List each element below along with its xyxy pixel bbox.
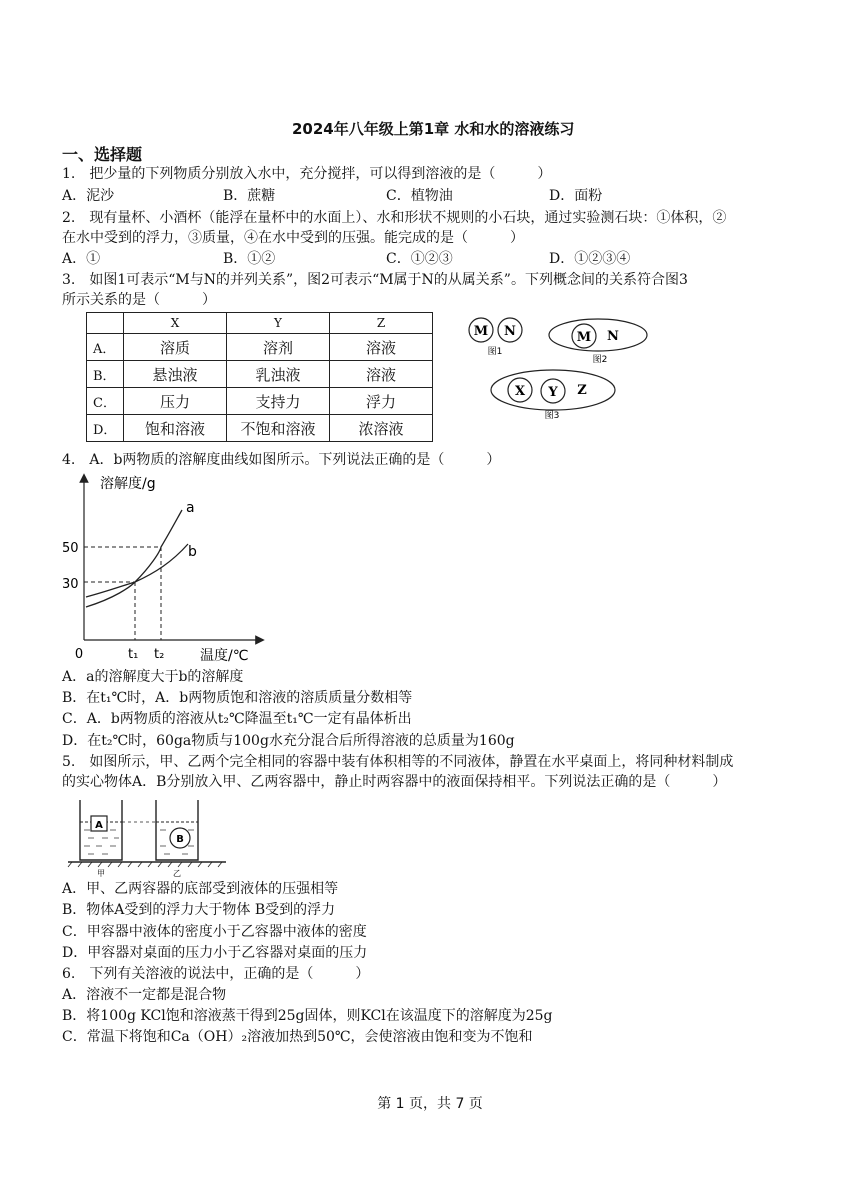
question-6-stem: 6. 下列有关溶液的说法中，正确的是（ ） <box>62 966 370 982</box>
containers-figure <box>66 796 236 878</box>
y-tick-30: 30 <box>62 577 79 592</box>
q2-option-b: B．①② <box>223 251 276 267</box>
block-a-label: A <box>95 820 103 831</box>
q6-option-c: C．常温下将饱和Ca（OH）₂溶液加热到50℃，会使溶液由饱和变为不饱和 <box>62 1029 533 1045</box>
question-1-stem: 1. 把少量的下列物质分别放入水中，充分搅拌，可以得到溶液的是（ ） <box>62 166 552 182</box>
table-cell: 溶液 <box>330 361 433 388</box>
table-cell: 压力 <box>124 388 227 415</box>
q5-option-c: C．甲容器中液体的密度小于乙容器中液体的密度 <box>62 924 367 940</box>
relation-table <box>86 312 433 442</box>
table-cell: 悬浊液 <box>124 361 227 388</box>
page-title: 2024年八年级上第1章 水和水的溶液练习 <box>292 120 575 138</box>
q6-option-b: B．将100g KCl饱和溶液蒸干得到25g固体，则KCl在该温度下的溶解度为25g <box>62 1008 553 1024</box>
table-row <box>87 361 433 388</box>
q4-option-c: C．A．b两物质的溶液从t₂℃降温至t₁℃一定有晶体析出 <box>62 711 412 727</box>
section-heading: 一、选择题 <box>62 145 143 164</box>
q1-option-b: B．蔗糖 <box>223 188 276 204</box>
fig2-caption: 图2 <box>592 355 608 365</box>
figure-1 <box>469 318 522 357</box>
table-header-cell <box>87 313 124 334</box>
question-2-stem-line1: 2. 现有量杯、小酒杯（能浮在量杯中的水面上）、水和形状不规则的小石块，通过实验测石块：①体积，② <box>62 210 727 226</box>
x-tick-t1: t₁ <box>128 647 139 662</box>
x-tick-t2: t₂ <box>154 647 165 662</box>
q4-option-a: A．a的溶解度大于b的溶解度 <box>62 669 244 685</box>
table-cell: 支持力 <box>227 388 330 415</box>
table-cell: 浓溶液 <box>330 415 433 442</box>
x-axis-label: 温度/℃ <box>200 648 249 664</box>
q4-option-d: D．在t₂℃时，60ga物质与100g水充分混合后所得溶液的总质量为160g <box>62 733 515 749</box>
label-y: Y <box>548 385 558 400</box>
curve-a-label: a <box>186 500 195 516</box>
question-3-stem-line2: 所示关系的是（ ） <box>62 292 216 308</box>
set-relation-diagrams <box>460 312 680 432</box>
label-x: X <box>514 384 526 399</box>
figure-3 <box>491 370 615 421</box>
ball-b-label: B <box>176 834 184 845</box>
q2-option-c: C．①②③ <box>386 251 453 267</box>
figure-2 <box>549 319 647 365</box>
q1-option-d: D．面粉 <box>549 188 603 204</box>
table-row <box>87 415 433 442</box>
table-cell: 不饱和溶液 <box>227 415 330 442</box>
q5-option-b: B．物体A受到的浮力大于物体 B受到的浮力 <box>62 902 336 918</box>
curve-b <box>86 544 188 597</box>
table-cell: 浮力 <box>330 388 433 415</box>
table-header-cell: Z <box>330 313 433 334</box>
q1-option-c: C．植物油 <box>386 188 453 204</box>
curve-b-label: b <box>188 544 197 560</box>
label-n: N <box>607 329 619 344</box>
question-5-stem-line1: 5. 如图所示，甲、乙两个完全相同的容器中装有体积相等的不同液体，静置在水平桌面上，将同种材料制成 <box>62 754 734 770</box>
label-yi: 乙 <box>173 869 181 878</box>
container-yi <box>156 800 198 860</box>
label-m: M <box>473 324 489 339</box>
fig1-caption: 图1 <box>487 347 503 357</box>
table-cell: 溶质 <box>124 334 227 361</box>
table-cell: D． <box>87 415 124 442</box>
container-jia <box>80 800 122 860</box>
q2-option-d: D．①②③④ <box>549 251 631 267</box>
table-row <box>87 334 433 361</box>
question-4-stem: 4. A．b两物质的溶解度曲线如图所示。下列说法正确的是（ ） <box>62 452 501 468</box>
label-jia: 甲 <box>97 869 105 878</box>
table-cell: 溶剂 <box>227 334 330 361</box>
q4-option-b: B．在t₁℃时，A．b两物质饱和溶液的溶质质量分数相等 <box>62 690 413 706</box>
label-m: M <box>576 330 592 345</box>
table-cell: C． <box>87 388 124 415</box>
page-footer: 第 1 页，共 7 页 <box>377 1096 483 1112</box>
question-2-stem-line2: 在水中受到的浮力，③质量，④在水中受到的压强。能完成的是（ ） <box>62 230 524 246</box>
table-cell: B． <box>87 361 124 388</box>
table-cell: 乳浊液 <box>227 361 330 388</box>
solubility-curve-graph <box>60 472 270 667</box>
label-n: N <box>504 324 516 339</box>
q6-option-a: A．溶液不一定都是混合物 <box>62 987 227 1003</box>
question-5-stem-line2: 的实心物体A．B分别放入甲、乙两容器中，静止时两容器中的液面保持相平。下列说法正确的是（ ） <box>62 774 727 790</box>
fig3-caption: 图3 <box>544 411 560 421</box>
y-axis-label: 溶解度/g <box>100 476 156 492</box>
q1-option-a: A．泥沙 <box>62 188 115 204</box>
q5-option-d: D．甲容器对桌面的压力小于乙容器对桌面的压力 <box>62 945 368 961</box>
table-header-cell: Y <box>227 313 330 334</box>
ellipse-n <box>549 319 647 351</box>
table-row <box>87 388 433 415</box>
table-cell: 饱和溶液 <box>124 415 227 442</box>
label-z: Z <box>577 383 587 398</box>
q5-option-a: A．甲、乙两容器的底部受到液体的压强相等 <box>62 881 339 897</box>
table-header-row <box>87 313 433 334</box>
origin-label: 0 <box>74 647 84 662</box>
table-cell: 溶液 <box>330 334 433 361</box>
q2-option-a: A．① <box>62 251 101 267</box>
question-3-stem-line1: 3. 如图1可表示“M与N的并列关系”，图2可表示“M属于N的从属关系”。下列概念间的关系符合图3 <box>62 272 688 288</box>
table-cell: A． <box>87 334 124 361</box>
table-header-cell: X <box>124 313 227 334</box>
y-tick-50: 50 <box>62 541 79 556</box>
